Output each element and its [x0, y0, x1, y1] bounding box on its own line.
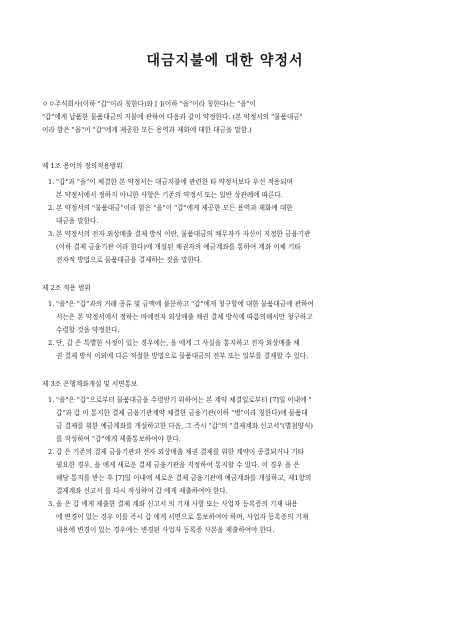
item-number: 2.: [48, 339, 55, 347]
article-item: [42, 228, 414, 267]
intro-line: "갑"에게 납품한 물품대금의 지불에 관하여 다음과 같이 약정한다. (본 약정서의 "물품대금": [42, 113, 303, 121]
item-number: 1.: [48, 300, 55, 308]
item-line: 결제계좌 신고서 를 다시 작성하여 갑 에게 제출하여야 한다.: [56, 487, 228, 495]
item-number: 3.: [48, 500, 55, 508]
article-item: [42, 337, 414, 363]
item-line: 갑"과 갑 이 통지한 결제 금융기관계약 체결한 금융기관(이하 "병"이라 칭한다)에 물품대: [56, 409, 308, 417]
intro-line: ㅇㅇ주식회사(이하 "갑"이라 칭한다)와 [ ](이하 "을"이라 칭한다)는 "을"이: [42, 100, 256, 108]
item-line: (이하 결제 금융기관 이라 한다)에 개설된 채권자의 예금계좌를 통하여 계좌 이체 기타: [56, 243, 301, 251]
item-line: 수령할 것을 약정한다.: [56, 326, 120, 334]
item-number: 2.: [48, 448, 55, 456]
item-line: 권 결제 방식 이외에 다른 적절한 방법으로 물품대금의 전부 또는 일부를 결제할 수 있다.: [56, 352, 309, 360]
item-line: 금 결제를 위한 예금계좌를 개설하고한 다음, 그 즉시 "갑"의 "결제계좌 신고서"(별첨양식): [56, 422, 313, 430]
item-line: 단, 갑 은 특별한 사정이 있는 경우에는, 을 에게 그 사실을 통지하고 전자 외상매출 채: [56, 339, 300, 347]
item-line: "갑"과 "을"이 체결한 본 약정서는 대금지불에 관련한 타 약정서보다 우선 적용되며: [56, 178, 293, 186]
article-heading: 제 2조 적용 범위: [42, 284, 91, 292]
article-1: [42, 160, 414, 267]
item-line: 서는은 본 약정서에서 정하는 바에전자 외상매출 채권 결제 방식에 따름의해서만 청구하고: [56, 313, 313, 321]
item-line: 대금을 말한다.: [56, 217, 99, 225]
item-number: 2.: [48, 204, 55, 212]
item-line: 내용에 변경이 있는 경우에는 변경된 사업자 등록증 사본을 제출하여야 한다.: [56, 526, 275, 534]
article-item: [42, 394, 414, 446]
item-number: 3.: [48, 230, 55, 238]
article-3: [42, 378, 414, 537]
item-line: 본 약정서에서 정하지 아니한 사항은 기존의 약정서 또는 일반 상관례에 따른다.: [56, 191, 283, 199]
item-line: 본 약정서의 "물품대금"이라 함은 "을"이 "갑"에게 제공한 모든 용역과 재화에 대한: [56, 204, 293, 212]
item-line: 필요한 경우, 을 에게 새로운 결제 금융기관을 지정하여 통지할 수 있다. 이 경우 을 은: [56, 461, 300, 469]
item-line: 을 은 갑 에게 제출한 결제 계좌 신고서 의 기재 사항 또는 사업자 등록증의 기재 내용: [56, 500, 298, 508]
article-item: [42, 202, 414, 228]
item-line: 에 변경이 있는 경우 이를 즉시 갑 에게 서면으로 통보하여야 하며, 사업자 등록증의 기재: [56, 513, 309, 521]
item-line: 본 약정서의 전자 외상매출 결제 방식 이란, 물품대금의 채무자가 자신이 지정한 금융기관: [56, 230, 311, 238]
intro-paragraph: [42, 98, 412, 137]
article-2: [42, 282, 414, 363]
article-item: [42, 176, 414, 202]
article-item: [42, 498, 414, 537]
item-line: "을"은 "갑"으로부터 물품대금을 수령받기 위하여는 본 계약 체결일로부터 [7]일 이내에 ": [56, 396, 312, 404]
article-item: [42, 298, 414, 337]
article-heading: 제 1조 용어의 정의적용범위: [42, 162, 123, 170]
item-number: 1.: [48, 178, 55, 186]
item-line: 갑 은 기존의 결제 금융기관과 전자 외상매출 채권 결제를 위한 계약이 종결되거나 기타: [56, 448, 305, 456]
document-title: 대금지불에 대한 약정서: [146, 53, 304, 69]
item-line: 를 작성하여 "갑"에게 제출통보하여야 한다.: [56, 435, 181, 443]
item-line: 전자적 방법으로 물품대금을 결제하는 것을 말한다.: [56, 256, 203, 264]
article-item: [42, 446, 414, 498]
item-line: 해당 통지를 받는 후 [7]일 이내에 새로운 결제 금융기관에 예금계좌를 개설하고, 제1항의: [56, 474, 312, 482]
item-number: 1.: [48, 396, 55, 404]
intro-line: 이라 함은 "을"이 "갑"에게 제공한 모든 용역과 재화에 대한 대금을 말함.): [42, 126, 252, 134]
article-heading: 제 3조 은행계좌개설 및 서면통보: [42, 380, 138, 388]
item-line: "을"은 "갑"과의 거래 종류 및 금액에 불문하고 "갑"에게 청구할에 대한 물품대금에 관하여: [56, 300, 314, 308]
